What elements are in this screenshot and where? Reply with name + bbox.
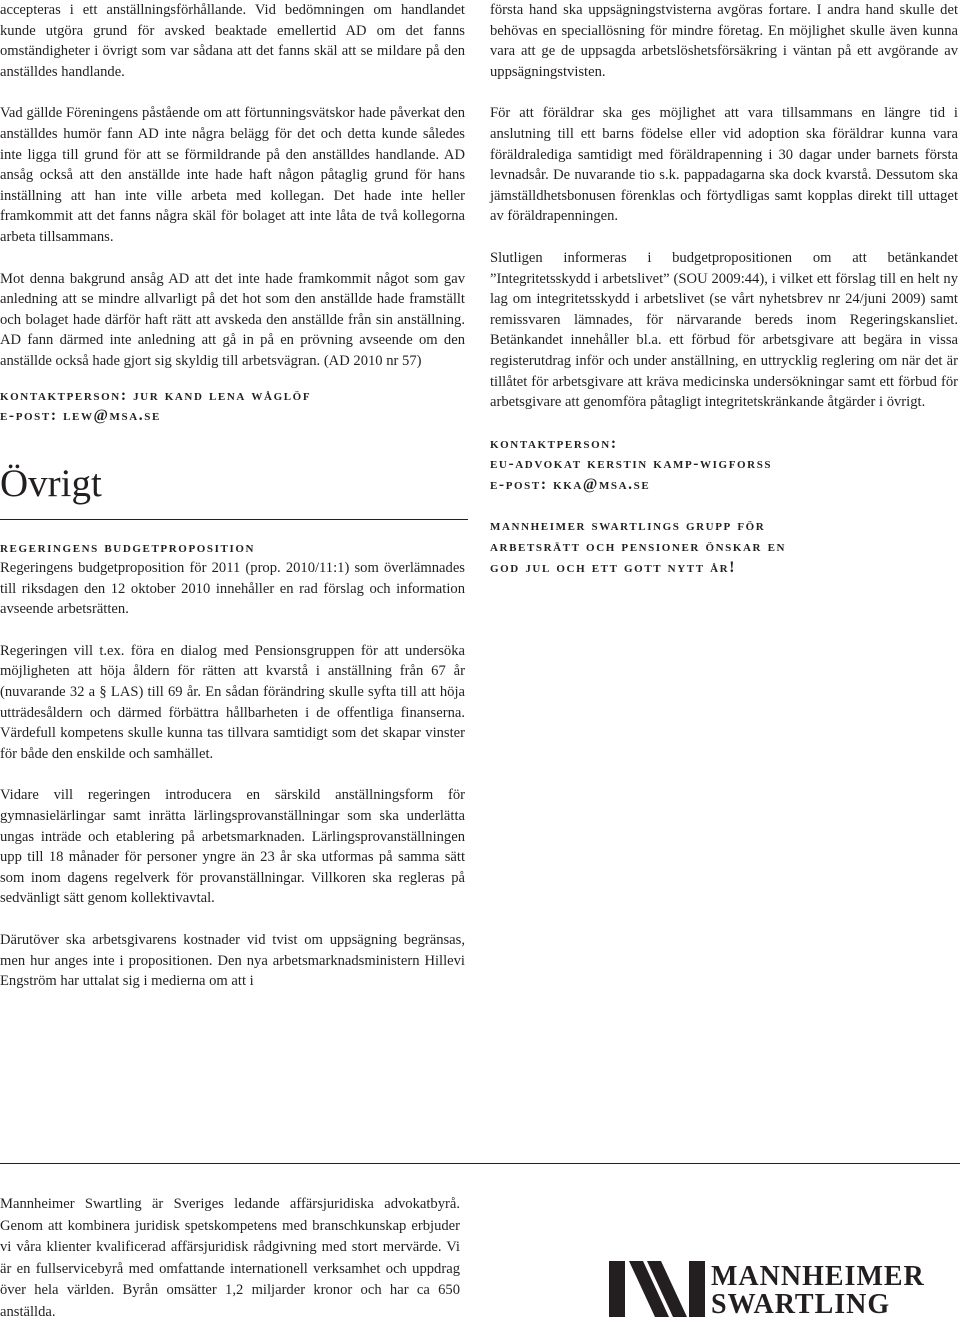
holiday-greeting [490, 515, 958, 578]
contact-email: e-post: kka@msa.se [490, 475, 651, 493]
paragraph: Regeringens budgetproposition för 2011 (prop. 2010/11:1) som överlämnades till riksdagen den 12 oktober 2010 innehåller en rad förslag och information avseende arbetsrätten. [0, 560, 465, 618]
section-divider [0, 519, 468, 520]
paragraph: Vad gällde Föreningens påstående om att förtunningsvätskor hade påverkat den anställdes humör fann AD inte några belägg för det och detta kunde således inte ligga till grund för att se förmildrande på den anställdes handlande. AD ansåg också att den anställde inte hade haft någon påtaglig grund för hans inställning att han inte ville arbeta med kollegan. Det hade inte heller framkommit att det fanns några skäl för bolaget att inte låta de två kollegorna arbeta tillsammans. [0, 105, 465, 245]
mannheimer-swartling-logo-mark [609, 1261, 705, 1317]
section-title: Övrigt [0, 461, 102, 505]
greeting-line: god jul och ett gott nytt år! [490, 559, 736, 577]
paragraph: För att föräldrar ska ges möjlighet att vara tillsammans en längre tid i anslutning till ett barns födelse eller vid adoption ska föräldrar kunna vara föräldralediga samtidigt med föräldrapenning i 30 dagar under barnets första levnadsår. De nuvarande tio s.k. pappadagarna ska dock kvarstå. Dessutom ska jämställdhetsbonusen förenklas och förtydligas samt kopplas direkt till uttaget av föräldrapenningen. [490, 105, 958, 225]
contact-email: e-post: lew@msa.se [0, 407, 161, 424]
paragraph: accepteras i ett anställningsförhållande. Vid bedömningen om handlandet kunde utgöra grund för avsked beaktade emellertid AD om det fanns omständigheter i övrigt som var sådana att det fanns skäl att se mildare på den anställdes handlande. [0, 2, 465, 80]
contact-block [490, 434, 958, 496]
contact-label: kontaktperson: [490, 434, 618, 452]
right-column [490, 0, 958, 578]
company-logo [609, 1261, 939, 1320]
footer-description: Mannheimer Swartling är Sveriges ledande affärsjuridiska advokatbyrå. Genom att kombinera juridisk spetskompetens med branschkunskap erbjuder vi våra klienter kvalificerad affärsjuridisk rådgivning med stort mervärde. Vi är en fullservicebyrå med omfattande internationell verksamhet och uppdrag över hela världen. Byrån omsätter 1,2 miljarder kronor och har ca 650 anställda. [0, 1196, 460, 1320]
paragraph: Därutöver ska arbetsgivarens kostnader vid tvist om uppsägning begränsas, men hur anges inte i propositionen. Den nya arbetsmarknadsministern Hillevi Engström har uttalat sig i medierna om att i [0, 931, 465, 990]
greeting-line: mannheimer swartlings grupp för [490, 517, 766, 535]
contact-block [0, 386, 465, 427]
paragraph: första hand ska uppsägningstvisterna avgöras fortare. I andra hand skulle det behövas en speciallösning för mindre företag. En möjlighet skulle även kunna vara att ge de uppsagda arbetslöshetsförsäkring i väntan på ett avgörande av uppsägningstvisten. [490, 2, 958, 80]
left-column [0, 0, 465, 1013]
paragraph: Slutligen informeras i budgetpropositionen om att betänkandet ”Integritetsskydd i arbetslivet” (SOU 2009:44), i vilket ett förslag till en helt ny lag om integritetsskydd i arbetslivet (se vårt nyhetsbrev nr 24/juni 2009) samt remissvaren lämnades, för närvarande bereds inom Regeringskansliet. Betänkandet innehåller bl.a. ett förbud för arbetsgivare att begära in vissa registerutdrag inför och under anställning, en uttrycklig reglering om när det är tillåtet för arbetsgivare att kräva medicinska undersökningar samt ett förbud för arbetsgivare att genomföra påtagligt integritetskränkande åtgärder i övrigt. [490, 249, 958, 411]
paragraph: Regeringen vill t.ex. föra en dialog med Pensionsgruppen för att undersöka möjligheten att höja åldern för rätten att kvarstå i anställning från 67 år (nuvarande 32 a § LAS) till 69 år. En sådan förändring skulle syfta till att höja utträdesåldern och därmed förbättra hållbarheten i de offentliga finanserna. Värdefull kompetens skulle kunna tas tillvara samtidigt som det skapar vinster för både den enskilde och samhället. [0, 642, 465, 762]
paragraph: Mot denna bakgrund ansåg AD att det inte hade framkommit något som gav anledning att se mindre allvarligt på det hot som den anställde hade framställt och bolaget hade därför haft rätt att avskeda den anställde från sin anställning. AD fann därmed inte anledning att gå in på en prövning avseende om den anställde också hade gjort sig skyldig till arbetsvägran. (AD 2010 nr 57) [0, 270, 465, 369]
paragraph: Vidare vill regeringen introducera en särskild anställningsform för gymnasielärlingar samt inrätta lärlingsprovanställningar som ska underlätta ungas inträde och etablering på arbetsmarknaden. Lärlingsprovanställningen upp till 18 månader för personer yngre än 23 år ska utformas på samma sätt som inom dagens regelverk för provanställningar. Villkoren ska regleras på sedvänligt sätt genom kollektivavtal. [0, 787, 465, 907]
sub-heading: regeringens budgetproposition [0, 538, 256, 556]
greeting-line: arbetsrätt och pensioner önskar en [490, 538, 787, 556]
contact-person: kontaktperson: jur kand lena wåglöf [0, 386, 312, 404]
contact-person: eu-advokat kerstin kamp-wigforss [490, 455, 773, 473]
logo-wordmark: SWARTLING [711, 1289, 891, 1320]
footer-divider [0, 1163, 960, 1164]
logo-wordmark: MANNHEIMER [711, 1261, 925, 1292]
